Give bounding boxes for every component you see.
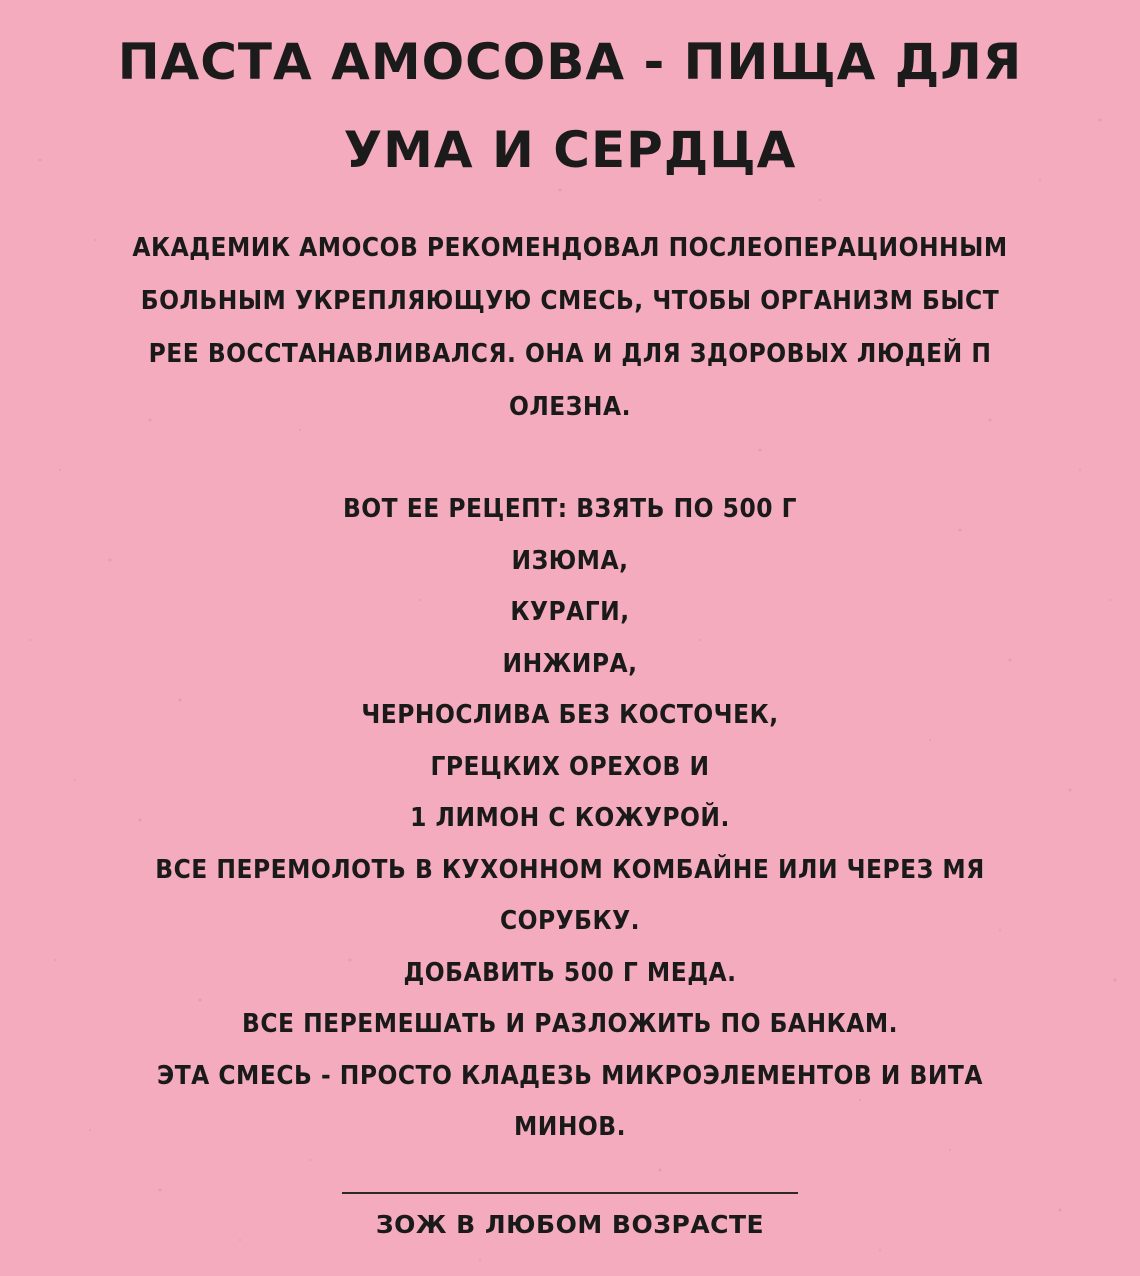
- recipe-ingredient: КУРАГИ,: [510, 597, 630, 627]
- intro-line: БОЛЬНЫМ УКРЕПЛЯЮЩУЮ СМЕСЬ, ЧТОБЫ ОРГАНИЗМ БЫСТ: [140, 286, 1000, 316]
- poster-title: [0, 18, 1140, 194]
- recipe-ingredient: ИЗЮМА,: [511, 545, 629, 576]
- footer-signature: ЗОЖ В ЛЮБОМ ВОЗРАСТЕ: [375, 1210, 765, 1239]
- intro-line: РЕЕ ВОССТАНАВЛИВАЛСЯ. ОНА И ДЛЯ ЗДОРОВЫХ ЛЮДЕЙ П: [148, 339, 992, 369]
- recipe-line: ЭТА СМЕСЬ - ПРОСТО КЛАДЕЗЬ МИКРОЭЛЕМЕНТОВ И ВИТА: [157, 1060, 983, 1091]
- footer-divider: [342, 1192, 798, 1194]
- intro-paragraph: [6, 222, 1134, 434]
- title-line-1: ПАСТА АМОСОВА - ПИЩА ДЛЯ: [117, 33, 1023, 91]
- recipe-paragraph: [0, 484, 1140, 1154]
- recipe-line: ВОТ ЕЕ РЕЦЕПТ: ВЗЯТЬ ПО 500 Г: [342, 494, 798, 524]
- intro-line: АКАДЕМИК АМОСОВ РЕКОМЕНДОВАЛ ПОСЛЕОПЕРАЦИОННЫМ: [132, 233, 1008, 263]
- recipe-ingredient: 1 ЛИМОН С КОЖУРОЙ.: [410, 803, 730, 833]
- recipe-ingredient: ИНЖИРА,: [502, 648, 638, 679]
- title-line-2: УМА И СЕРДЦА: [343, 121, 797, 179]
- recipe-ingredient: ЧЕРНОСЛИВА БЕЗ КОСТОЧЕК,: [361, 700, 779, 730]
- recipe-ingredient: ГРЕЦКИХ ОРЕХОВ И: [430, 751, 710, 782]
- recipe-line: СОРУБКУ.: [499, 906, 641, 936]
- recipe-line: ВСЕ ПЕРЕМЕШАТЬ И РАЗЛОЖИТЬ ПО БАНКАМ.: [242, 1009, 898, 1039]
- recipe-line: ВСЕ ПЕРЕМОЛОТЬ В КУХОННОМ КОМБАЙНЕ ИЛИ ЧЕРЕЗ МЯ: [155, 854, 985, 885]
- recipe-line: МИНОВ.: [513, 1112, 627, 1142]
- intro-line: ОЛЕЗНА.: [509, 392, 631, 422]
- recipe-line: ДОБАВИТЬ 500 Г МЕДА.: [403, 957, 737, 988]
